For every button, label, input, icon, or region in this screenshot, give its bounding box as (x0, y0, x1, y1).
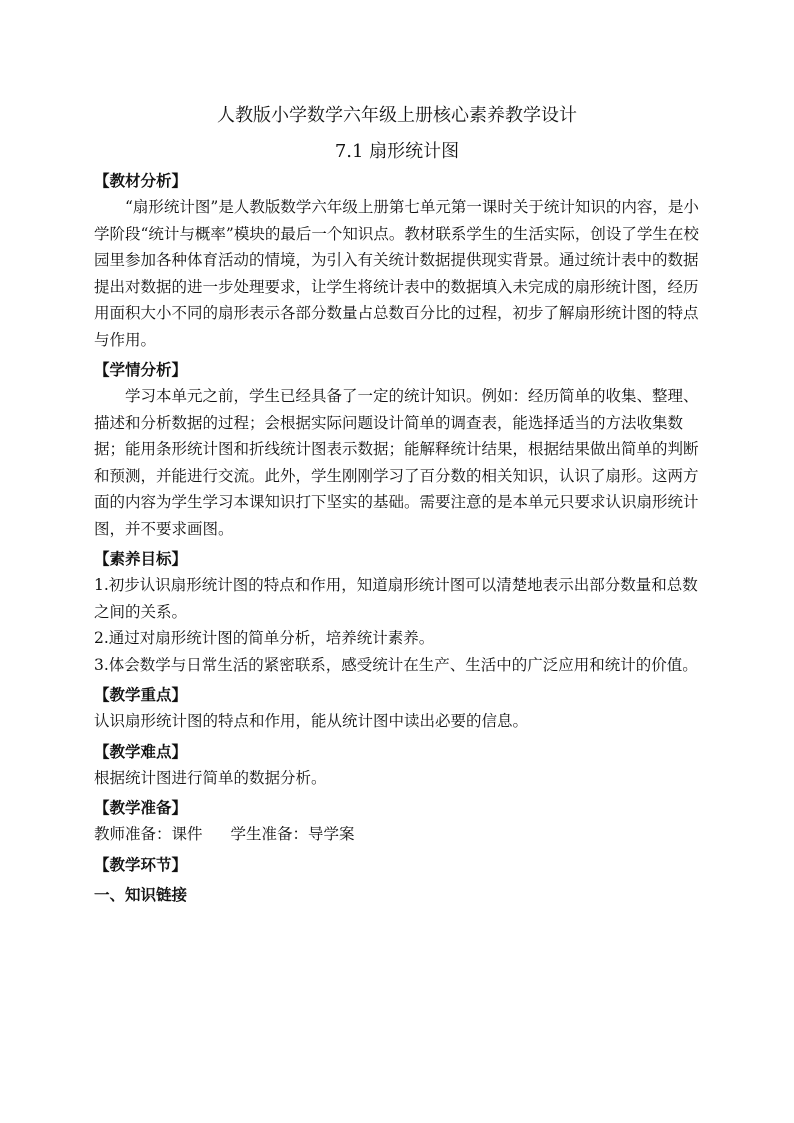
section-heading: 【教学重点】 (94, 685, 188, 704)
difficulties-text: 根据统计图进行简单的数据分析。 (94, 768, 327, 787)
goal-item-1: 1.初步认识扇形统计图的特点和作用，知道扇形统计图可以清楚地表示出部分数量和总数之间的关系。 (94, 576, 698, 621)
section-heading: 【素养目标】 (94, 549, 188, 568)
section-heading: 【教学环节】 (94, 854, 188, 874)
goal-item-2: 2.通过对扇形统计图的简单分析，培养统计素养。 (94, 629, 435, 647)
key-points-text: 认识扇形统计图的特点和作用，能从统计图中读出必要的信息。 (94, 712, 529, 730)
process-first-step: 一、知识链接 (94, 884, 188, 904)
section-difficulties (94, 739, 700, 792)
document-content (94, 104, 700, 908)
section-process (94, 852, 700, 908)
section-key-points (94, 682, 700, 735)
section-student-analysis (94, 357, 700, 542)
goal-item-3: 3.体会数学与日常生活的紧密联系，感受统计在生产、生活中的广泛应用和统计的价值。 (94, 655, 698, 674)
preparation-line (94, 821, 700, 848)
section-heading: 【教学难点】 (94, 741, 188, 761)
section-literacy-goals (94, 546, 700, 678)
section-heading: 【学情分析】 (94, 360, 188, 379)
section-heading: 【教材分析】 (94, 171, 188, 190)
section-paragraph: “扇形统计图”是人教版数学六年级上册第七单元第一课时关于统计知识的内容，是小学阶段“统计与概率”模块的最后一个知识点。教材联系学生的生活实际，创设了学生在校园里参加各种体育活动的情境，为引入有关统计数据提供现实背景。通过统计表中的数据提出对数据的进一步处理要求，让学生将统计表中的数据填入未完成的扇形统计图，经历用面积大小不同的扇形表示各部分数量占总数百分比的过程，初步了解扇形统计图的特点与作用。 (94, 198, 699, 349)
teacher-preparation: 教师准备：课件 (94, 825, 203, 843)
document-subtitle: 7.1 扇形统计图 (334, 141, 460, 162)
student-preparation: 学生准备：导学案 (230, 825, 355, 843)
section-preparation (94, 795, 700, 848)
document-title: 人教版小学数学六年级上册核心素养教学设计 (217, 105, 577, 126)
section-heading: 【教学准备】 (94, 798, 188, 817)
section-textbook-analysis (94, 168, 700, 353)
section-paragraph: 学习本单元之前，学生已经具备了一定的统计知识。例如：经历简单的收集、整理、描述和分析数据的过程；会根据实际问题设计简单的调查表，能选择适当的方法收集数据；能用条形统计图和折线统计图表示数据；能解释统计结果，根据结果做出简单的判断和预测，并能进行交流。此外，学生刚刚学习了百分数的相关知识，认识了扇形。这两方面的内容为学生学习本课知识打下坚实的基础。需要注意的是本单元只要求认识扇形统计图，并不要求画图。 (94, 387, 699, 538)
